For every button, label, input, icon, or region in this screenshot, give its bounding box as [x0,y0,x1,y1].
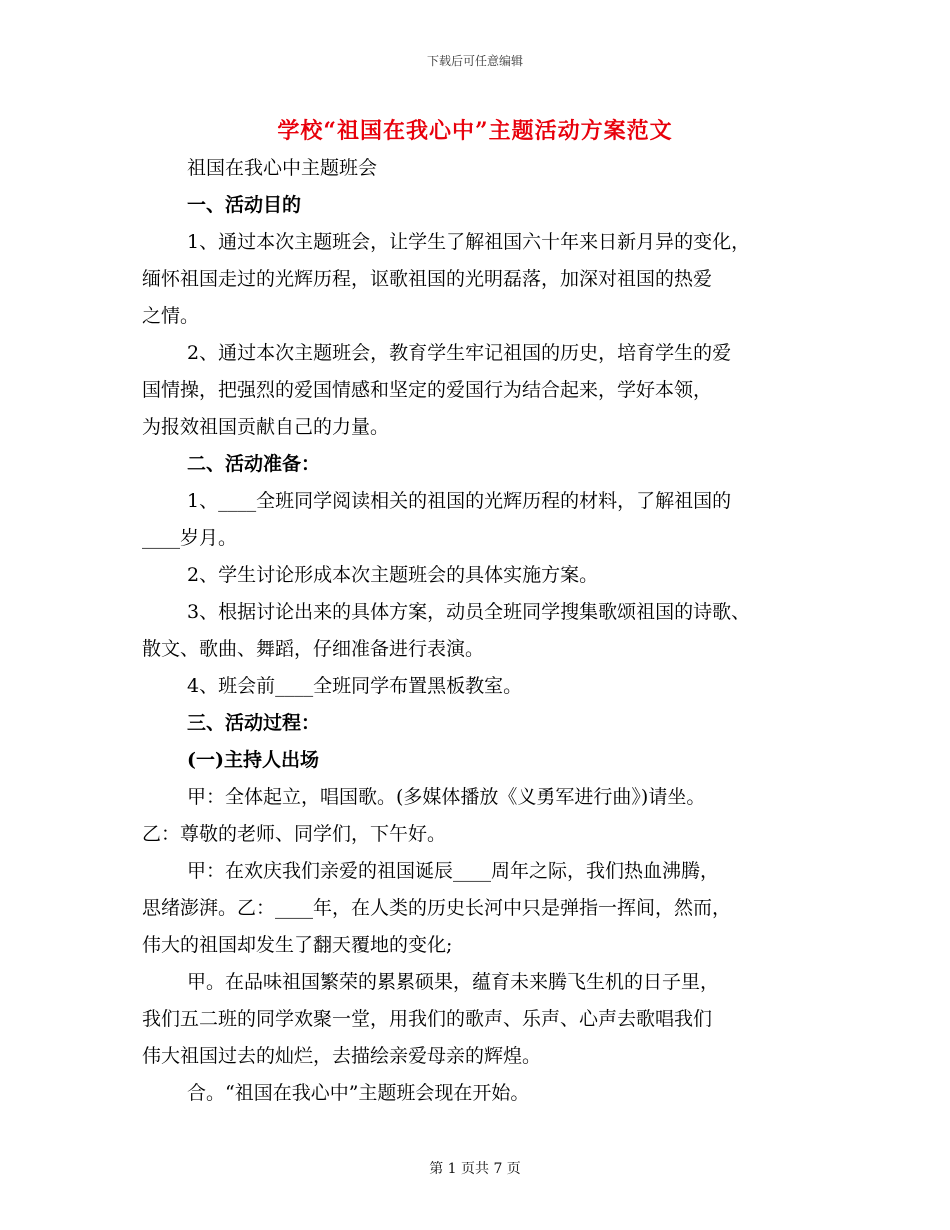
body-text-line: 甲：在欢庆我们亲爱的祖国诞辰____周年之际，我们热血沸腾， [187,860,720,882]
body-text-line: 之情。 [142,305,200,327]
body-text-line: 1、通过本次主题班会，让学生了解祖国六十年来日新月异的变化， [187,231,751,253]
body-text-line: 散文、歌曲、舞蹈，仔细准备进行表演。 [142,638,485,660]
body-text-line: ____岁月。 [142,527,238,549]
document-body [142,150,832,1112]
body-text-line: 为报效祖国贡献自己的力量。 [142,416,390,438]
body-text-line: 合。“祖国在我心中”主题班会现在开始。 [187,1082,530,1104]
body-text-line: 思绪澎湃。乙：____年，在人类的历史长河中只是弹指一挥间，然而， [142,897,732,919]
body-text-line: 祖国在我心中主题班会 [187,157,378,179]
section-heading: (一)主持人出场 [187,749,319,771]
document-title: 学校“祖国在我心中”主题活动方案范文 [277,118,673,144]
section-heading: 一、活动目的 [187,194,302,216]
page-footer: 第 1 页共 7 页 [429,1161,521,1177]
body-text-line: 甲：全体起立，唱国歌。(多媒体播放《义勇军进行曲》)请坐。 [187,786,706,808]
section-heading: 二、活动准备： [187,453,321,475]
body-text-line: 乙：尊敬的老师、同学们，下午好。 [142,823,447,845]
body-text-line: 伟大的祖国却发生了翻天覆地的变化; [142,934,453,956]
body-text-line: 缅怀祖国走过的光辉历程，讴歌祖国的光明磊落，加深对祖国的热爱 [142,268,713,290]
page-header: 下载后可任意编辑 [426,54,523,68]
body-text-line: 2、学生讨论形成本次主题班会的具体实施方案。 [187,564,599,586]
body-text-line: 4、班会前____全班同学布置黑板教室。 [187,675,523,697]
body-text-line: 伟大祖国过去的灿烂，去描绘亲爱母亲的辉煌。 [142,1045,542,1067]
body-text-line: 2、通过本次主题班会，教育学生牢记祖国的历史，培育学生的爱 [187,342,732,364]
body-text-line: 国情操，把强烈的爱国情感和坚定的爱国行为结合起来，学好本领， [142,379,713,401]
body-text-line: 1、____全班同学阅读相关的祖国的光辉历程的材料，了解祖国的 [187,490,732,512]
body-text-line: 甲。在品味祖国繁荣的累累硕果，蕴育未来腾飞生机的日子里， [187,971,720,993]
body-text-line: 3、根据讨论出来的具体方案，动员全班同学搜集歌颂祖国的诗歌、 [187,601,751,623]
body-text-line: 我们五二班的同学欢聚一堂，用我们的歌声、乐声、心声去歌唱我们 [142,1008,713,1030]
section-heading: 三、活动过程： [187,712,321,734]
